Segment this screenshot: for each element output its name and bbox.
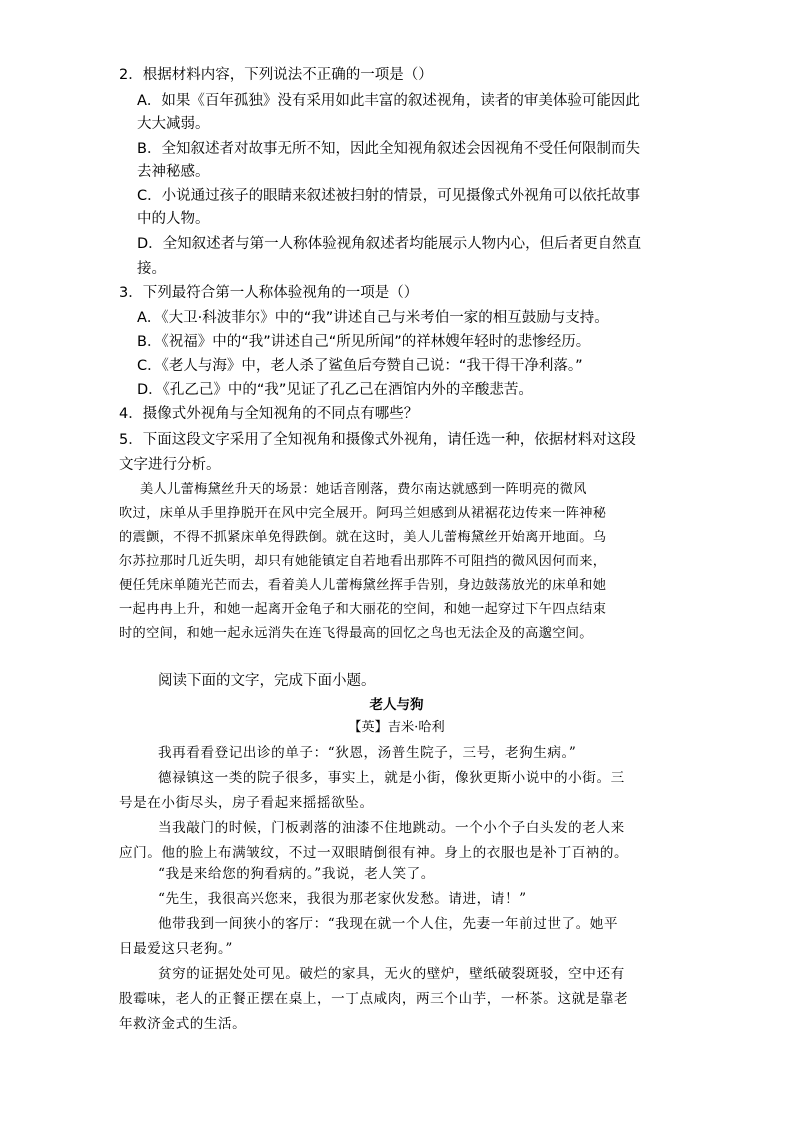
story-paragraph-cont: 日最爱这只老狗。” (119, 941, 233, 957)
question-3-stem: 3．下列最符合第一人称体验视角的一项是（） (119, 285, 419, 301)
question-2-option-b-cont: 去神秘感。 (137, 164, 210, 180)
story-paragraph-cont: 号是在小街尽头，房子看起来摇摇欲坠。 (119, 795, 374, 811)
question-5-stem-cont: 文字进行分析。 (119, 457, 221, 473)
story-author: 【英】吉米·哈利 (348, 720, 445, 735)
story-paragraph: 贫穷的证据处处可见。破烂的家具，无火的壁炉，壁纸破裂斑驳，空中还有 (158, 966, 625, 982)
story-paragraph-cont: 应门。他的脸上布满皱纹，不过一双眼睛倒很有神。身上的衣服也是补丁百衲的。 (119, 845, 629, 861)
question-2-option-d: D．全知叙述者与第一人称体验视角叙述者均能展示人物内心，但后者更自然直 (137, 236, 642, 252)
question-2-option-c: C．小说通过孩子的眼睛来叙述被扫射的情景，可见摄像式外视角可以依托故事 (137, 188, 641, 204)
question-2-option-a-cont: 大大减弱。 (137, 116, 210, 132)
story-paragraph: 当我敲门的时候，门板剥落的油漆不住地跳动。一个小个子白头发的老人来 (158, 820, 625, 836)
question-4-stem: 4．摄像式外视角与全知视角的不同点有哪些？ (119, 406, 419, 422)
question-2-option-c-cont: 中的人物。 (137, 211, 210, 227)
story-paragraph: 他带我到一间狭小的客厅：“我现在就一个人住，先妻一年前过世了。她平 (158, 916, 619, 932)
excerpt-line: 时的空间，和她一起永远消失在连飞得最高的回忆之鸟也无法企及的高邈空间。 (119, 626, 593, 641)
story-title: 老人与狗 (369, 697, 424, 713)
question-2-option-d-cont: 接。 (137, 261, 166, 277)
excerpt-line: 美人儿蕾梅黛丝升天的场景：她话音刚落，费尔南达就感到一阵明亮的微风 (140, 482, 587, 497)
story-paragraph: “先生，我很高兴您来，我很为那老家伙发愁。请进，请！” (158, 891, 527, 907)
excerpt-line: 的震颤，不得不抓紧床单免得跌倒。就在这时，美人儿蕾梅黛丝开始离开地面。乌 (119, 530, 607, 545)
question-5-stem: 5．下面这段文字采用了全知视角和摄像式外视角，请任选一种，依据材料对这段 (119, 432, 636, 448)
story-paragraph-cont: 年救济金式的生活。 (119, 1016, 247, 1032)
story-paragraph: “我是来给您的狗看病的。”我说，老人笑了。 (158, 866, 435, 882)
question-3-option-b: B．《祝福》中的“我”讲述自己“所见所闻”的祥林嫂年轻时的悲惨经历。 (137, 334, 591, 350)
question-3-option-a: A．《大卫·科波菲尔》中的“我”讲述自己与米考伯一家的相互鼓励与支持。 (137, 310, 609, 326)
question-2-option-a: A．如果《百年孤独》没有采用如此丰富的叙述视角，读者的审美体验可能因此 (137, 93, 640, 109)
question-2-option-b: B．全知叙述者对故事无所不知，因此全知视角叙述会因视角不受任何限制而失 (137, 141, 640, 157)
story-paragraph-cont: 股霉味，老人的正餐正摆在桌上，一丁点咸肉，两三个山芋，一杯茶。这就是靠老 (119, 991, 629, 1007)
question-2-stem: 2．根据材料内容，下列说法不正确的一项是（） (119, 67, 433, 83)
excerpt-line: 一起冉冉上升，和她一起离开金龟子和大丽花的空间，和她一起穿过下午四点结束 (119, 602, 607, 617)
reading-instruction: 阅读下面的文字，完成下面小题。 (158, 673, 376, 689)
excerpt-line: 尔苏拉那时几近失明，却只有她能镇定自若地看出那阵不可阻挡的微风因何而来， (119, 554, 607, 569)
story-paragraph: 德禄镇这一类的院子很多，事实上，就是小街，像狄更斯小说中的小街。三 (158, 770, 625, 786)
excerpt-line: 便任凭床单随光芒而去，看着美人儿蕾梅黛丝挥手告别，身边鼓荡放光的床单和她 (119, 578, 607, 593)
story-paragraph: 我再看看登记出诊的单子：“狄恩，汤普生院子，三号，老狗生病。” (158, 745, 577, 761)
question-3-option-d: D．《孔乙己》中的“我”见证了孔乙己在酒馆内外的辛酸悲苦。 (137, 382, 533, 398)
excerpt-line: 吹过，床单从手里挣脱开在风中完全展开。阿玛兰妲感到从裙裾花边传来一阵神秘 (119, 506, 607, 521)
question-3-option-c: C．《老人与海》中，老人杀了鲨鱼后夸赞自己说：“我干得干净利落。” (137, 358, 583, 374)
